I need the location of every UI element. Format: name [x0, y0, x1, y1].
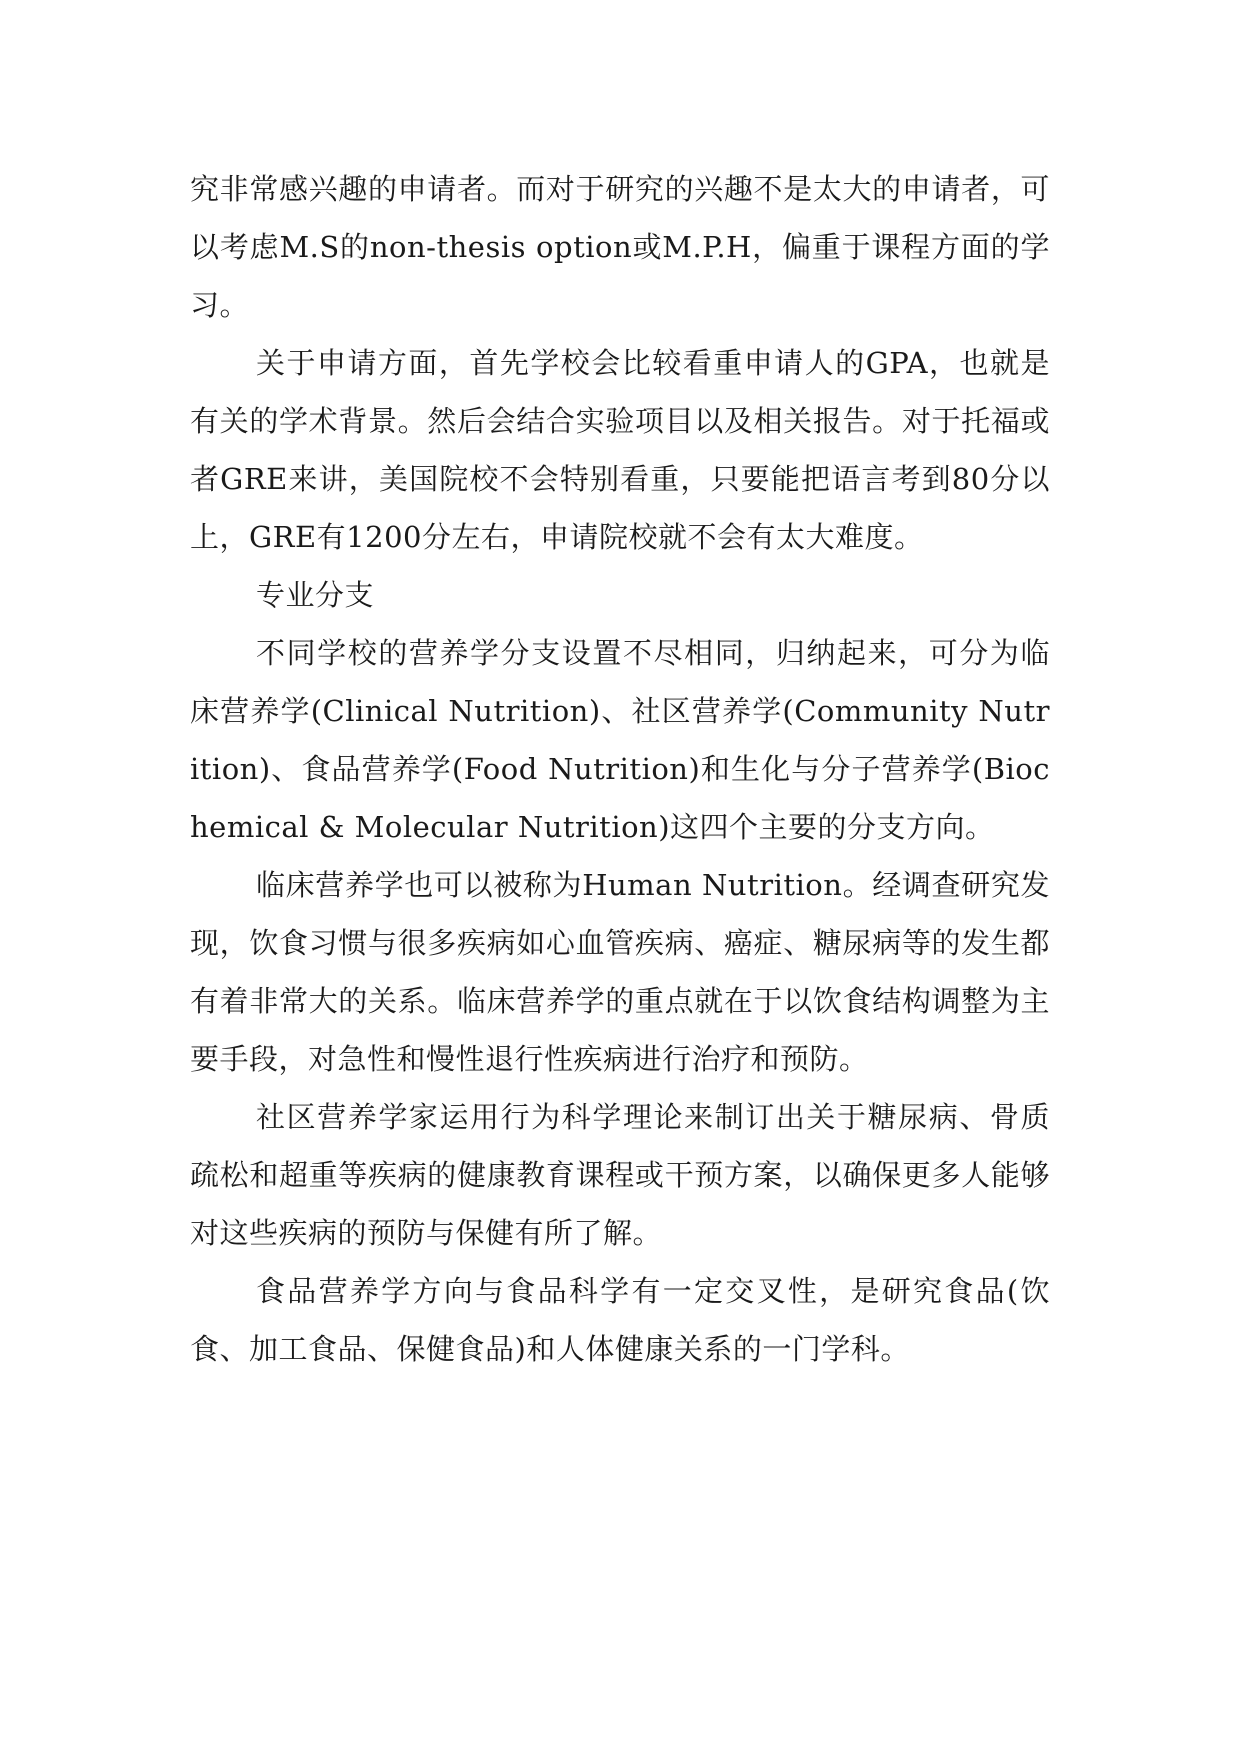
paragraph-clinical-nutrition: 临床营养学也可以被称为Human Nutrition。经调查研究发现，饮食习惯与很多疾病如心血管疾病、癌症、糖尿病等的发生都有着非常大的关系。临床营养学的重点就在于以饮食结构调整为主要手段，对急性和慢性退行性疾病进行治疗和预防。 [190, 868, 1050, 1076]
paragraph-food-nutrition: 食品营养学方向与食品科学有一定交叉性，是研究食品(饮食、加工食品、保健食品)和人体健康关系的一门学科。 [190, 1274, 1050, 1366]
section-heading-branches: 专业分支 [256, 578, 375, 612]
paragraph-branches-overview: 不同学校的营养学分支设置不尽相同，归纳起来，可分为临床营养学(Clinical Nutrition)、社区营养学(Community Nutrition)、食品营养学(Food Nutrition)和生化与分子营养学(Biochemical & Molecular Nutrition)这四个主要的分支方向。 [190, 636, 1050, 844]
paragraph-community-nutrition: 社区营养学家运用行为科学理论来制订出关于糖尿病、骨质疏松和超重等疾病的健康教育课程或干预方案，以确保更多人能够对这些疾病的预防与保健有所了解。 [190, 1100, 1050, 1250]
paragraph-application-intro: 究非常感兴趣的申请者。而对于研究的兴趣不是太大的申请者，可以考虑M.S的non-thesis option或M.P.H，偏重于课程方面的学习。 [190, 172, 1050, 322]
document-body [190, 160, 1050, 1378]
paragraph-application-requirements: 关于申请方面，首先学校会比较看重申请人的GPA，也就是有关的学术背景。然后会结合实验项目以及相关报告。对于托福或者GRE来讲，美国院校不会特别看重，只要能把语言考到80分以上，GRE有1200分左右，申请院校就不会有太大难度。 [190, 346, 1050, 554]
